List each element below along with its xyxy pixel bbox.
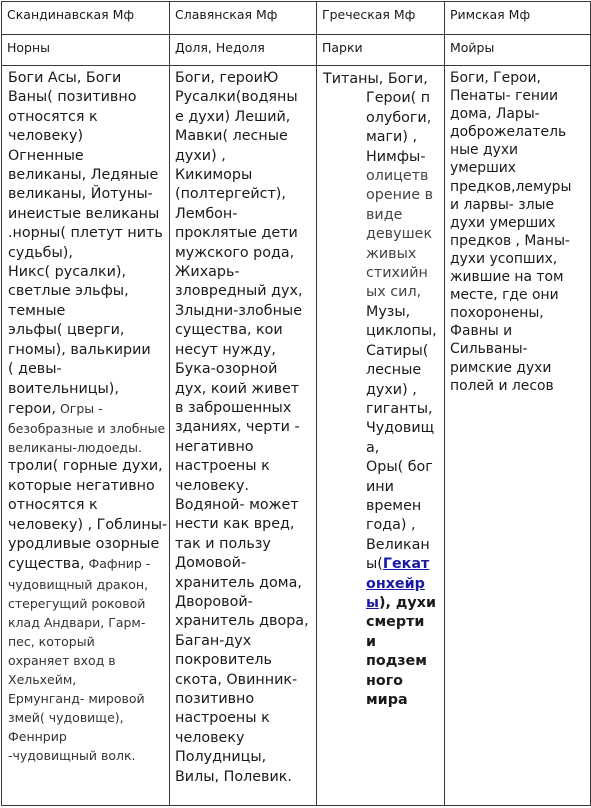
text-line: гиганты, (366, 400, 433, 417)
text-line: Оры( бог (366, 459, 433, 476)
text-line: гномы), валькирии (8, 341, 151, 358)
text-line: в заброшенных (175, 399, 292, 416)
text-line: Боги, героиЮ (175, 70, 279, 86)
greek-creatures-cell (317, 66, 445, 806)
text-line: Злыдни-злобные (175, 302, 303, 319)
text-line: римские духи (450, 359, 552, 376)
text-line: ых сил, (366, 284, 422, 301)
text-line: позитивно (175, 691, 255, 707)
text-fragment: Фафнир - (84, 556, 151, 572)
text-line: (полтергейст), (175, 186, 286, 203)
text-line: умерших (450, 160, 517, 177)
text-line: мира (366, 692, 408, 708)
text-line: человеку. (175, 477, 249, 494)
text-fragment: герои, (8, 400, 56, 417)
text-line: духи) , (366, 381, 417, 398)
text-line: Домовой- (175, 555, 247, 572)
text-line: ( девы- (8, 361, 62, 378)
text-line: Водяной- может (175, 496, 299, 513)
text-line: пес, который (8, 633, 95, 649)
text-line: года) , (366, 517, 416, 534)
text-fragment: ы( (366, 556, 383, 573)
text-line: Титаны, Боги, (323, 71, 428, 87)
text-line: духи умерших (450, 214, 556, 231)
text-line: доброжелатель (450, 124, 567, 141)
text-line: дух, коий живет (175, 380, 300, 397)
slavic-text (170, 66, 316, 787)
text-line: Никс( русалки), (8, 264, 127, 281)
hecatoncheires-link[interactable]: онхейр (366, 575, 425, 592)
text-line (323, 555, 441, 574)
text-line: уродливые озорные (8, 535, 160, 552)
text-line: настроены к (175, 710, 270, 727)
text-line: -чудовищный волк. (8, 747, 136, 763)
text-line: .норны( плетут нить (8, 225, 163, 242)
text-line: Дворовой- (175, 593, 253, 610)
creatures-row (2, 66, 591, 806)
text-line: человеку (175, 729, 245, 746)
text-line: духи усопших, (450, 250, 558, 267)
text-line: человеку) (8, 128, 84, 145)
text-fragment: ), духи (378, 594, 436, 611)
text-line: ини (366, 478, 394, 495)
text-line: Великан (366, 536, 430, 553)
text-line: Кикиморы (175, 167, 253, 184)
fate-slavic: Доля, Недоля (170, 35, 317, 66)
text-line (323, 575, 441, 594)
text-line: стихийн (366, 265, 428, 282)
text-line: светлые эльфы, (8, 283, 129, 300)
text-line: и (366, 633, 377, 650)
text-line: Ермунганд- мировой (8, 690, 145, 706)
text-fragment: Огры - (55, 400, 103, 416)
text-line: Боги, Герои, (450, 70, 541, 86)
text-line: циклопы, (366, 323, 437, 340)
text-line: Чудовищ (366, 420, 435, 437)
text-line: е духи) Леший, (175, 108, 291, 125)
text-line: полей и лесов (450, 377, 554, 394)
text-line: которые негативно (8, 477, 155, 494)
text-fragment: существа, (8, 556, 85, 573)
text-line: Полудницы, (175, 749, 267, 766)
text-line: живых (366, 245, 417, 262)
hecatoncheires-link[interactable]: ы (366, 594, 379, 611)
text-line: лесные (366, 362, 422, 379)
text-line: Мавки( лесные (175, 128, 288, 145)
header-roman: Римская Мф (445, 2, 591, 35)
text-line: великаны, Ледяные (8, 167, 159, 184)
roman-text (445, 66, 590, 395)
text-line: месте, где они (450, 287, 559, 304)
text-line: воительницы), (8, 380, 119, 397)
text-line: хранитель двора, (175, 613, 309, 630)
mythology-table (1, 1, 591, 806)
hecatoncheires-link[interactable]: Гекат (382, 556, 430, 573)
text-line: судьбы), (8, 244, 73, 261)
text-line: нести как вред, (175, 516, 295, 533)
text-line: Музы, (366, 303, 411, 320)
text-line: и ларвы- злые (450, 196, 555, 213)
text-line: подзем (366, 653, 427, 670)
text-line: мужского рода, (175, 244, 295, 261)
text-line: Огненные (8, 147, 84, 164)
text-line: дома, Лары- (450, 106, 540, 123)
text-line: Сатиры( (366, 342, 429, 359)
text-line: олицетв (366, 168, 429, 185)
text-line: Сильваны- (450, 341, 528, 358)
text-line: предков , Маны- (450, 232, 570, 249)
text-line: времен (366, 497, 422, 514)
header-greek: Греческая Мф (317, 2, 445, 35)
text-line: несут нужду, (175, 341, 276, 358)
text-line: троли( горные духи, (8, 458, 163, 475)
text-line: а, (366, 439, 380, 456)
text-line: Пенаты- гении (450, 88, 559, 105)
text-line: скота, Овинник- (175, 671, 298, 688)
text-line: стерегущий роковой (8, 595, 146, 611)
text-line: Баган-дух (175, 632, 252, 649)
text-line: олубоги, (366, 109, 432, 126)
text-line: эльфы( цверги, (8, 322, 125, 339)
text-line: проклятые дети (175, 225, 298, 242)
text-line (8, 554, 165, 574)
header-slavic: Славянская Мф (170, 2, 317, 35)
header-scandinavian: Скандинавская Мф (2, 2, 170, 35)
text-line: хранитель дома, (175, 574, 302, 591)
text-line: Герои( п (366, 90, 431, 107)
text-line: темные (8, 302, 66, 319)
text-line: ного (366, 672, 403, 689)
text-line: маги) , (366, 129, 418, 146)
text-line: относятся к (8, 497, 98, 514)
text-line: покровитель (175, 652, 272, 669)
text-line: существа, кои (175, 322, 283, 339)
scandinavian-creatures-cell (2, 66, 170, 806)
text-line: змей( чудовище), (8, 709, 124, 725)
text-line: зданиях, черти - (175, 419, 300, 436)
text-line: так и пользу (175, 535, 271, 552)
text-line: настроены к (175, 458, 270, 475)
text-line: великаны-людоеды. (8, 440, 142, 456)
text-line: Фавны и (450, 323, 513, 340)
fate-scandinavian: Норны (2, 35, 170, 66)
header-row (2, 2, 591, 35)
text-line: чудовищный дракон, (8, 576, 149, 592)
text-line: безобразные и злобные (8, 421, 166, 437)
text-line: Жихарь- (175, 264, 240, 281)
text-line: зловредный дух, (175, 283, 303, 300)
fate-greek: Парки (317, 35, 445, 66)
text-line: Хельхейм, (8, 671, 77, 687)
text-line (323, 594, 441, 613)
text-line: орение в (366, 187, 434, 204)
text-line: человеку) , Гоблины- (8, 516, 168, 533)
text-line: Лембон- (175, 205, 238, 222)
text-line: Феннрир (8, 728, 67, 744)
text-line: Ваны( позитивно (8, 89, 137, 106)
text-line: девушек (366, 226, 433, 243)
fate-roman: Мойры (445, 35, 591, 66)
text-line: похоронены, (450, 305, 544, 322)
text-line: ные духи (450, 142, 519, 159)
text-line: Бука-озорной (175, 361, 278, 378)
text-line: жившие на том (450, 269, 564, 286)
text-line: охраняет вход в (8, 652, 116, 668)
text-line: негативно (175, 438, 254, 455)
text-line: Нимфы- (366, 148, 426, 165)
text-line: Боги Асы, Боги (8, 70, 122, 86)
roman-creatures-cell (445, 66, 591, 806)
fate-deities-row (2, 35, 591, 66)
text-line: клад Андвари, Гарм- (8, 614, 146, 630)
text-line: Русалки(водяны (175, 89, 298, 106)
text-line: относятся к (8, 108, 98, 125)
text-line: великаны, Йотуны- (8, 186, 153, 203)
text-line (8, 399, 165, 419)
text-line: виде (366, 206, 403, 223)
text-line: Вилы, Полевик. (175, 768, 292, 785)
text-line: смерти (366, 614, 425, 631)
text-line: предков,лемуры (450, 178, 572, 195)
text-line: духи) , (175, 147, 226, 164)
slavic-creatures-cell (170, 66, 317, 806)
text-line: инеистые великаны (8, 205, 160, 222)
